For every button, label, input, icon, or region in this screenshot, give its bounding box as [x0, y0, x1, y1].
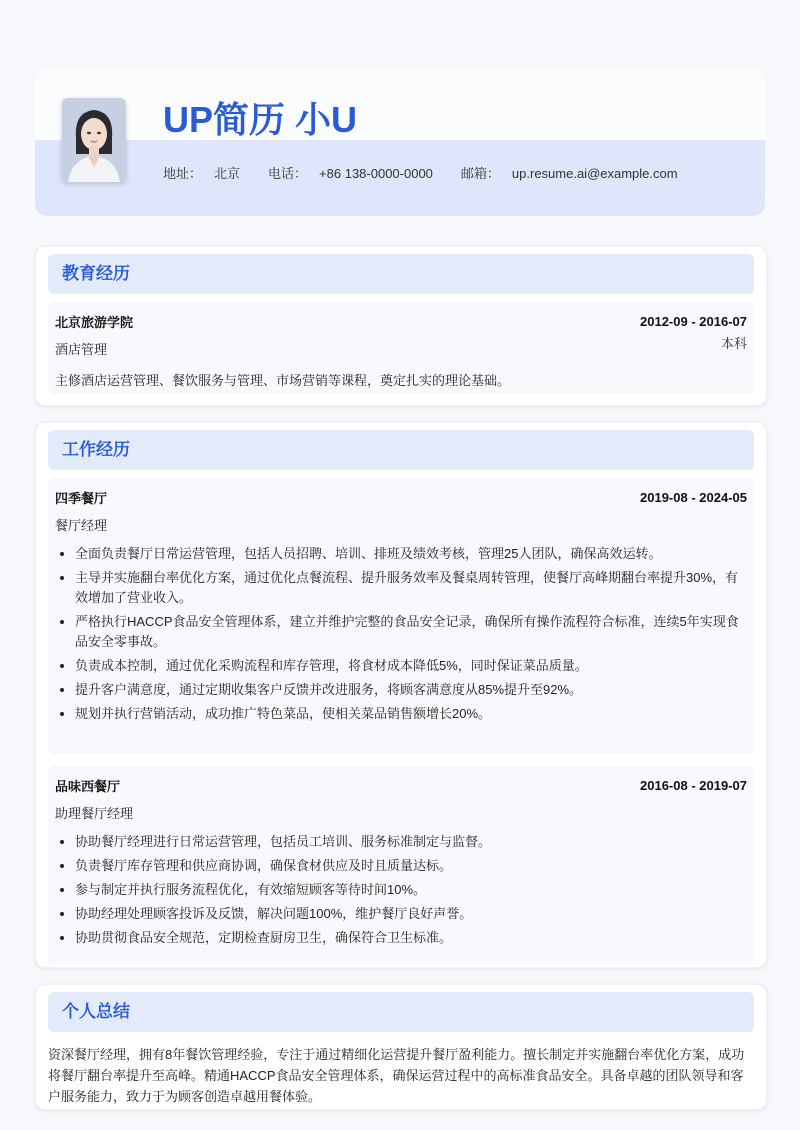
education-entry: [48, 302, 754, 394]
avatar: [62, 98, 126, 182]
job-bullet: • 提升客户满意度，通过定期收集客户反馈并改进服务，将顾客满意度从85%提升至92%。: [75, 680, 747, 700]
job-date: 2019-08 - 2024-05: [640, 490, 747, 505]
job-bullet: • 协助餐厅经理进行日常运营管理，包括员工培训、服务标准制定与监督。: [75, 832, 747, 852]
school-name: 北京旅游学院: [55, 315, 134, 330]
job-bullet: • 负责成本控制，通过优化采购流程和库存管理，将食材成本降低5%，同时保证菜品质量。: [75, 656, 747, 676]
education-title: 教育经历: [48, 254, 754, 294]
candidate-name: UP简历 小U: [163, 99, 358, 140]
summary-text: 资深餐厅经理，拥有8年餐饮管理经验，专注于通过精细化运营提升餐厅盈利能力。擅长制定并实施翻台率优化方案，成功将餐厅翻台率提升至高峰。精通HACCP食品安全管理体系，确保运营过程中的高标准食品安全。具备卓越的团队领导和客户服务能力，致力于为顾客创造卓越用餐体验。: [48, 1047, 745, 1104]
job-role: 助理餐厅经理: [55, 806, 134, 821]
job-bullet: • 参与制定并执行服务流程优化，有效缩短顾客等待时间10%。: [75, 880, 747, 900]
job-bullet: • 全面负责餐厅日常运营管理，包括人员招聘、培训、排班及绩效考核，管理25人团队，确保高效运转。: [75, 544, 747, 564]
company-name: 四季餐厅: [55, 491, 108, 506]
education-major: 酒店管理: [55, 342, 108, 357]
contact-phone: 电话： +86 138-0000-0000: [268, 166, 433, 181]
company-name: 品味西餐厅: [55, 779, 121, 794]
resume-header: [35, 68, 765, 216]
job-bullet: • 负责餐厅库存管理和供应商协调，确保食材供应及时且质量达标。: [75, 856, 747, 876]
job-bullet: • 规划并执行营销活动，成功推广特色菜品，使相关菜品销售额增长20%。: [75, 704, 747, 724]
education-desc: 主修酒店运营管理、餐饮服务与管理、市场营销等课程，奠定扎实的理论基础。: [55, 373, 511, 388]
education-date: 2012-09 - 2016-07: [640, 314, 747, 329]
job-bullet: • 主导并实施翻台率优化方案，通过优化点餐流程、提升服务效率及餐桌周转管理，使餐厅高峰期翻台率提升30%，有效增加了营业收入。: [75, 568, 747, 608]
contact-email: 邮箱： up.resume.ai@example.com: [460, 166, 678, 181]
job-entry: [48, 478, 754, 754]
work-section: [35, 422, 767, 968]
job-bullets: [55, 832, 747, 948]
job-bullet: • 严格执行HACCP食品安全管理体系，建立并维护完整的食品安全记录，确保所有操作流程符合标准，连续5年实现食品安全零事故。: [75, 612, 747, 652]
job-date: 2016-08 - 2019-07: [640, 778, 747, 793]
job-bullets: [55, 544, 747, 724]
job-entry: [48, 766, 754, 964]
job-bullet: • 协助贯彻食品安全规范，定期检查厨房卫生，确保符合卫生标准。: [75, 928, 747, 948]
portrait-image: [62, 98, 126, 182]
summary-section: [35, 984, 767, 1110]
education-section: [35, 246, 767, 406]
job-role: 餐厅经理: [55, 518, 108, 533]
work-title: 工作经历: [48, 430, 754, 470]
job-bullet: • 协助经理处理顾客投诉及反馈，解决问题100%，维护餐厅良好声誉。: [75, 904, 747, 924]
contact-address: 地址： 北京: [163, 166, 241, 181]
education-degree: 本科: [720, 336, 747, 351]
contact-info: [163, 163, 678, 182]
summary-title: 个人总结: [48, 992, 754, 1032]
